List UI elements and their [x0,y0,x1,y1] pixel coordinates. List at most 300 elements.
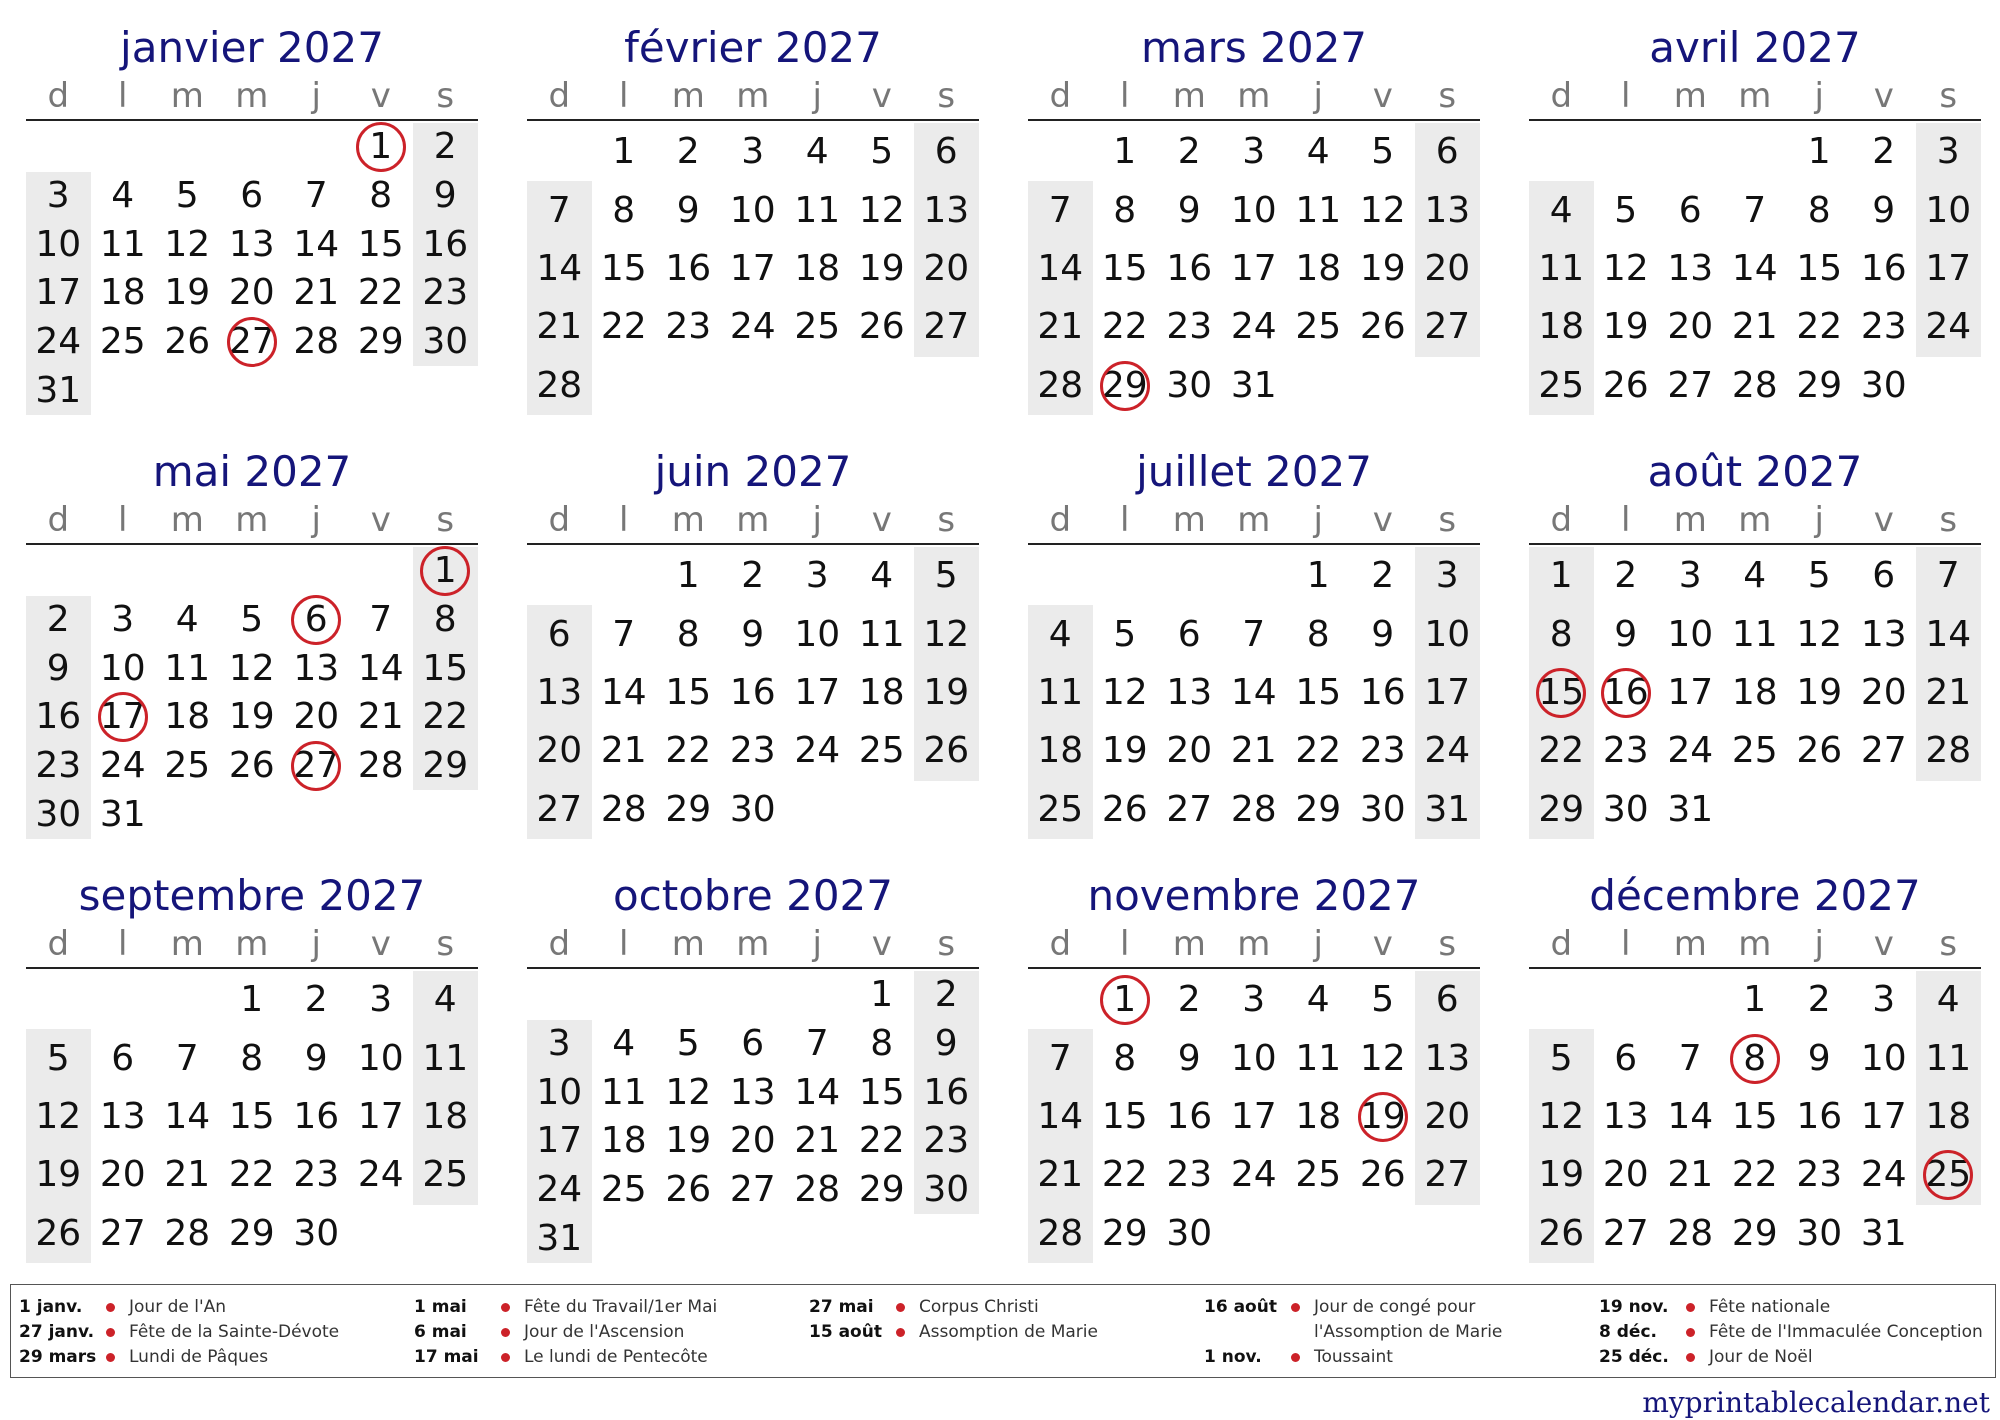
day-number[interactable]: 5 [1807,555,1831,597]
day-number[interactable]: 20 [228,272,275,314]
day-number[interactable]: 20 [1667,306,1714,348]
day-number[interactable]: 10 [794,613,841,655]
day-number[interactable]: 9 [676,189,700,231]
day-number[interactable]: 6 [1435,979,1459,1021]
day-number[interactable]: 28 [600,788,647,830]
day-number[interactable]: 13 [1166,672,1213,713]
day-number[interactable]: 5 [1113,613,1137,655]
day-number[interactable]: 16 [1796,1096,1843,1137]
day-number[interactable]: 2 [1177,979,1201,1021]
day-number[interactable]: 21 [794,1120,841,1162]
day-number[interactable]: 25 [794,306,841,348]
day-number[interactable]: 1 [1743,979,1767,1021]
day-number[interactable]: 16 [1602,672,1649,713]
day-number[interactable]: 20 [1860,672,1907,713]
day-number[interactable]: 15 [228,1096,275,1137]
day-number[interactable]: 15 [858,1071,905,1113]
day-number[interactable]: 26 [1602,364,1649,406]
day-number[interactable]: 17 [729,248,776,289]
day-number[interactable]: 29 [1796,364,1843,406]
day-number[interactable]: 7 [612,613,636,655]
day-number[interactable]: 5 [1371,131,1395,173]
day-number[interactable]: 15 [422,647,469,689]
day-number[interactable]: 16 [1860,248,1907,289]
day-number[interactable]: 17 [1424,672,1471,713]
day-number[interactable]: 21 [357,696,404,738]
day-number[interactable]: 2 [1371,555,1395,597]
day-number[interactable]: 1 [369,126,393,168]
day-number[interactable]: 12 [923,613,970,655]
day-number[interactable]: 30 [1359,788,1406,830]
day-number[interactable]: 26 [923,730,970,772]
day-number[interactable]: 8 [433,599,457,640]
day-number[interactable]: 19 [35,1154,82,1196]
day-number[interactable]: 21 [536,306,583,348]
day-number[interactable]: 27 [1166,788,1213,830]
day-number[interactable]: 14 [293,223,340,265]
day-number[interactable]: 10 [1667,613,1714,655]
day-number[interactable]: 29 [1731,1212,1778,1254]
day-number[interactable]: 23 [1602,730,1649,772]
day-number[interactable]: 11 [858,613,905,655]
day-number[interactable]: 19 [1538,1154,1585,1196]
day-number[interactable]: 21 [1037,306,1084,348]
day-number[interactable]: 4 [1936,979,1960,1021]
day-number[interactable]: 4 [1306,979,1330,1021]
day-number[interactable]: 8 [369,175,393,216]
day-number[interactable]: 18 [1295,1096,1342,1137]
day-number[interactable]: 19 [858,248,905,289]
day-number[interactable]: 29 [1101,364,1148,406]
day-number[interactable]: 18 [99,272,146,314]
day-number[interactable]: 25 [99,321,146,362]
day-number[interactable]: 18 [164,696,211,738]
day-number[interactable]: 6 [934,131,958,173]
day-number[interactable]: 1 [1549,555,1573,597]
day-number[interactable]: 29 [1101,1212,1148,1254]
day-number[interactable]: 13 [228,223,275,265]
day-number[interactable]: 12 [1101,672,1148,713]
day-number[interactable]: 24 [1230,1154,1277,1196]
day-number[interactable]: 30 [729,788,776,830]
day-number[interactable]: 18 [1295,248,1342,289]
day-number[interactable]: 17 [794,672,841,713]
day-number[interactable]: 15 [1796,248,1843,289]
day-number[interactable]: 19 [665,1120,712,1162]
day-number[interactable]: 26 [1796,730,1843,772]
day-number[interactable]: 24 [1925,306,1972,348]
day-number[interactable]: 30 [35,793,82,835]
day-number[interactable]: 14 [536,248,583,289]
day-number[interactable]: 16 [1166,1096,1213,1137]
day-number[interactable]: 22 [1731,1154,1778,1196]
day-number[interactable]: 26 [858,306,905,348]
day-number[interactable]: 12 [1359,1037,1406,1079]
day-number[interactable]: 18 [794,248,841,289]
day-number[interactable]: 5 [46,1037,70,1079]
day-number[interactable]: 10 [1230,1037,1277,1079]
day-number[interactable]: 5 [1371,979,1395,1021]
day-number[interactable]: 25 [1295,306,1342,348]
day-number[interactable]: 21 [164,1154,211,1196]
day-number[interactable]: 18 [1037,730,1084,772]
day-number[interactable]: 4 [805,131,829,173]
day-number[interactable]: 21 [600,730,647,772]
day-number[interactable]: 23 [729,730,776,772]
day-number[interactable]: 3 [1242,979,1266,1021]
day-number[interactable]: 21 [1925,672,1972,713]
day-number[interactable]: 28 [293,321,340,362]
day-number[interactable]: 7 [1048,1037,1072,1079]
day-number[interactable]: 27 [1860,730,1907,772]
day-number[interactable]: 4 [1549,189,1573,231]
day-number[interactable]: 28 [794,1169,841,1210]
day-number[interactable]: 4 [1048,613,1072,655]
day-number[interactable]: 6 [304,599,328,640]
day-number[interactable]: 22 [1295,730,1342,772]
day-number[interactable]: 3 [1678,555,1702,597]
day-number[interactable]: 20 [729,1120,776,1162]
day-number[interactable]: 4 [870,555,894,597]
day-number[interactable]: 29 [422,745,469,786]
day-number[interactable]: 9 [46,647,70,689]
day-number[interactable]: 3 [805,555,829,597]
day-number[interactable]: 21 [1037,1154,1084,1196]
day-number[interactable]: 28 [1925,730,1972,772]
day-number[interactable]: 16 [1166,248,1213,289]
day-number[interactable]: 27 [228,321,275,362]
day-number[interactable]: 13 [1602,1096,1649,1137]
day-number[interactable]: 22 [1101,306,1148,348]
day-number[interactable]: 12 [1602,248,1649,289]
day-number[interactable]: 7 [369,599,393,640]
day-number[interactable]: 28 [1230,788,1277,830]
day-number[interactable]: 8 [1113,1037,1137,1079]
day-number[interactable]: 4 [433,979,457,1021]
day-number[interactable]: 17 [35,272,82,314]
day-number[interactable]: 16 [665,248,712,289]
day-number[interactable]: 25 [600,1169,647,1210]
day-number[interactable]: 6 [1678,189,1702,231]
day-number[interactable]: 22 [858,1120,905,1162]
day-number[interactable]: 17 [1230,1096,1277,1137]
day-number[interactable]: 27 [1424,306,1471,348]
day-number[interactable]: 24 [794,730,841,772]
day-number[interactable]: 26 [35,1212,82,1254]
day-number[interactable]: 25 [858,730,905,772]
day-number[interactable]: 17 [1230,248,1277,289]
day-number[interactable]: 19 [1359,1096,1406,1137]
day-number[interactable]: 6 [741,1023,765,1064]
day-number[interactable]: 5 [1614,189,1638,231]
day-number[interactable]: 14 [600,672,647,713]
day-number[interactable]: 10 [35,223,82,265]
day-number[interactable]: 13 [923,189,970,231]
day-number[interactable]: 23 [293,1154,340,1196]
day-number[interactable]: 27 [99,1212,146,1254]
day-number[interactable]: 13 [1860,613,1907,655]
day-number[interactable]: 29 [665,788,712,830]
day-number[interactable]: 16 [1359,672,1406,713]
day-number[interactable]: 15 [1731,1096,1778,1137]
day-number[interactable]: 1 [1113,131,1137,173]
day-number[interactable]: 5 [676,1023,700,1064]
day-number[interactable]: 13 [293,647,340,689]
day-number[interactable]: 3 [1435,555,1459,597]
day-number[interactable]: 30 [1796,1212,1843,1254]
day-number[interactable]: 2 [1614,555,1638,597]
day-number[interactable]: 5 [1549,1037,1573,1079]
day-number[interactable]: 27 [1667,364,1714,406]
day-number[interactable]: 3 [1872,979,1896,1021]
day-number[interactable]: 14 [1925,613,1972,655]
day-number[interactable]: 20 [536,730,583,772]
day-number[interactable]: 23 [35,745,82,786]
day-number[interactable]: 22 [1101,1154,1148,1196]
day-number[interactable]: 27 [1424,1154,1471,1196]
day-number[interactable]: 29 [1295,788,1342,830]
day-number[interactable]: 17 [536,1120,583,1162]
site-credit[interactable]: myprintablecalendar.net [1642,1386,1990,1419]
day-number[interactable]: 26 [164,321,211,362]
day-number[interactable]: 2 [741,555,765,597]
day-number[interactable]: 24 [536,1169,583,1210]
day-number[interactable]: 6 [111,1037,135,1079]
day-number[interactable]: 11 [1295,189,1342,231]
day-number[interactable]: 17 [1860,1096,1907,1137]
day-number[interactable]: 18 [1731,672,1778,713]
day-number[interactable]: 14 [1667,1096,1714,1137]
day-number[interactable]: 12 [1796,613,1843,655]
day-number[interactable]: 25 [1731,730,1778,772]
day-number[interactable]: 15 [1101,1096,1148,1137]
day-number[interactable]: 1 [433,550,457,592]
day-number[interactable]: 7 [1242,613,1266,655]
day-number[interactable]: 6 [240,175,264,216]
day-number[interactable]: 2 [46,599,70,640]
day-number[interactable]: 11 [1037,672,1084,713]
day-number[interactable]: 26 [1359,1154,1406,1196]
day-number[interactable]: 22 [422,696,469,738]
day-number[interactable]: 8 [676,613,700,655]
day-number[interactable]: 30 [1602,788,1649,830]
day-number[interactable]: 31 [1424,788,1471,830]
day-number[interactable]: 11 [1295,1037,1342,1079]
day-number[interactable]: 13 [536,672,583,713]
day-number[interactable]: 2 [1872,131,1896,173]
day-number[interactable]: 19 [1101,730,1148,772]
day-number[interactable]: 27 [536,788,583,830]
day-number[interactable]: 20 [1424,248,1471,289]
day-number[interactable]: 30 [923,1169,970,1210]
day-number[interactable]: 19 [923,672,970,713]
day-number[interactable]: 7 [1936,555,1960,597]
day-number[interactable]: 21 [1230,730,1277,772]
day-number[interactable]: 28 [164,1212,211,1254]
day-number[interactable]: 10 [1925,189,1972,231]
day-number[interactable]: 2 [304,979,328,1021]
day-number[interactable]: 4 [175,599,199,640]
day-number[interactable]: 21 [1731,306,1778,348]
day-number[interactable]: 22 [357,272,404,314]
day-number[interactable]: 5 [175,175,199,216]
day-number[interactable]: 15 [1295,672,1342,713]
day-number[interactable]: 20 [1602,1154,1649,1196]
day-number[interactable]: 24 [35,321,82,362]
day-number[interactable]: 22 [600,306,647,348]
day-number[interactable]: 26 [1538,1212,1585,1254]
day-number[interactable]: 8 [1113,189,1137,231]
day-number[interactable]: 19 [1796,672,1843,713]
day-number[interactable]: 17 [357,1096,404,1137]
day-number[interactable]: 23 [1359,730,1406,772]
day-number[interactable]: 26 [228,745,275,786]
day-number[interactable]: 24 [1667,730,1714,772]
day-number[interactable]: 7 [304,175,328,216]
day-number[interactable]: 28 [1037,1212,1084,1254]
day-number[interactable]: 30 [1860,364,1907,406]
day-number[interactable]: 8 [1549,613,1573,655]
day-number[interactable]: 8 [240,1037,264,1079]
day-number[interactable]: 11 [422,1037,469,1079]
day-number[interactable]: 12 [1538,1096,1585,1137]
day-number[interactable]: 11 [600,1071,647,1113]
day-number[interactable]: 13 [729,1071,776,1113]
day-number[interactable]: 23 [665,306,712,348]
day-number[interactable]: 31 [1230,364,1277,406]
day-number[interactable]: 25 [164,745,211,786]
day-number[interactable]: 17 [1667,672,1714,713]
day-number[interactable]: 2 [433,126,457,168]
day-number[interactable]: 5 [870,131,894,173]
day-number[interactable]: 23 [1166,306,1213,348]
day-number[interactable]: 10 [729,189,776,231]
day-number[interactable]: 3 [369,979,393,1021]
day-number[interactable]: 26 [1101,788,1148,830]
day-number[interactable]: 2 [1177,131,1201,173]
day-number[interactable]: 30 [422,321,469,362]
day-number[interactable]: 15 [665,672,712,713]
day-number[interactable]: 18 [1538,306,1585,348]
day-number[interactable]: 3 [1936,131,1960,173]
day-number[interactable]: 11 [1538,248,1585,289]
day-number[interactable]: 4 [111,175,135,216]
day-number[interactable]: 11 [99,223,146,265]
day-number[interactable]: 7 [175,1037,199,1079]
day-number[interactable]: 24 [1424,730,1471,772]
day-number[interactable]: 13 [1424,189,1471,231]
day-number[interactable]: 15 [1538,672,1585,713]
day-number[interactable]: 24 [729,306,776,348]
day-number[interactable]: 11 [794,189,841,231]
day-number[interactable]: 7 [1678,1037,1702,1079]
day-number[interactable]: 10 [1424,613,1471,655]
day-number[interactable]: 23 [422,272,469,314]
day-number[interactable]: 9 [741,613,765,655]
day-number[interactable]: 26 [665,1169,712,1210]
day-number[interactable]: 14 [1037,1096,1084,1137]
day-number[interactable]: 15 [357,223,404,265]
day-number[interactable]: 11 [1731,613,1778,655]
day-number[interactable]: 7 [805,1023,829,1064]
day-number[interactable]: 14 [794,1071,841,1113]
day-number[interactable]: 28 [1667,1212,1714,1254]
day-number[interactable]: 11 [164,647,211,689]
day-number[interactable]: 13 [1667,248,1714,289]
day-number[interactable]: 22 [1538,730,1585,772]
day-number[interactable]: 6 [547,613,571,655]
day-number[interactable]: 25 [1295,1154,1342,1196]
day-number[interactable]: 5 [934,555,958,597]
day-number[interactable]: 28 [357,745,404,786]
day-number[interactable]: 20 [923,248,970,289]
day-number[interactable]: 19 [1602,306,1649,348]
day-number[interactable]: 19 [1359,248,1406,289]
day-number[interactable]: 22 [228,1154,275,1196]
day-number[interactable]: 31 [1860,1212,1907,1254]
day-number[interactable]: 6 [1614,1037,1638,1079]
day-number[interactable]: 16 [35,696,82,738]
day-number[interactable]: 23 [1860,306,1907,348]
day-number[interactable]: 19 [164,272,211,314]
day-number[interactable]: 9 [1807,1037,1831,1079]
day-number[interactable]: 4 [1306,131,1330,173]
day-number[interactable]: 16 [422,223,469,265]
day-number[interactable]: 9 [1371,613,1395,655]
day-number[interactable]: 8 [612,189,636,231]
day-number[interactable]: 18 [1925,1096,1972,1137]
day-number[interactable]: 31 [536,1217,583,1259]
day-number[interactable]: 8 [1743,1037,1767,1079]
day-number[interactable]: 1 [240,979,264,1021]
day-number[interactable]: 27 [729,1169,776,1210]
day-number[interactable]: 23 [1166,1154,1213,1196]
day-number[interactable]: 24 [357,1154,404,1196]
day-number[interactable]: 9 [304,1037,328,1079]
day-number[interactable]: 7 [547,189,571,231]
day-number[interactable]: 9 [1177,1037,1201,1079]
day-number[interactable]: 1 [612,131,636,173]
day-number[interactable]: 1 [870,974,894,1016]
day-number[interactable]: 29 [858,1169,905,1210]
day-number[interactable]: 11 [1925,1037,1972,1079]
day-number[interactable]: 20 [1424,1096,1471,1137]
day-number[interactable]: 1 [1807,131,1831,173]
day-number[interactable]: 20 [99,1154,146,1196]
day-number[interactable]: 29 [228,1212,275,1254]
day-number[interactable]: 3 [46,175,70,216]
day-number[interactable]: 18 [858,672,905,713]
day-number[interactable]: 25 [1538,364,1585,406]
day-number[interactable]: 23 [923,1120,970,1162]
day-number[interactable]: 22 [665,730,712,772]
day-number[interactable]: 26 [1359,306,1406,348]
day-number[interactable]: 15 [1101,248,1148,289]
day-number[interactable]: 14 [1037,248,1084,289]
day-number[interactable]: 17 [1925,248,1972,289]
day-number[interactable]: 12 [1359,189,1406,231]
day-number[interactable]: 14 [1230,672,1277,713]
day-number[interactable]: 22 [1796,306,1843,348]
day-number[interactable]: 2 [934,974,958,1016]
day-number[interactable]: 17 [99,696,146,738]
day-number[interactable]: 4 [1743,555,1767,597]
day-number[interactable]: 30 [293,1212,340,1254]
day-number[interactable]: 27 [1602,1212,1649,1254]
day-number[interactable]: 30 [1166,364,1213,406]
day-number[interactable]: 25 [422,1154,469,1196]
day-number[interactable]: 18 [600,1120,647,1162]
